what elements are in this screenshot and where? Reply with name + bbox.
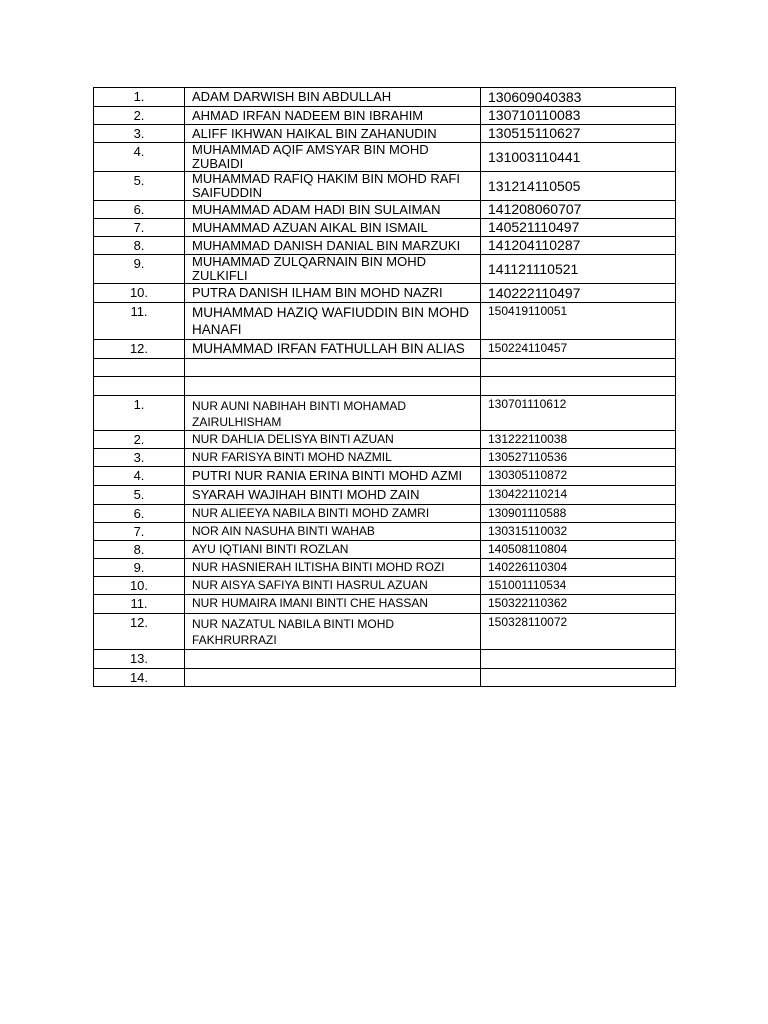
student-id: 131214110505: [481, 172, 676, 201]
student-id: 140222110497: [481, 284, 676, 303]
student-name: MUHAMMAD AZUAN AIKAL BIN ISMAIL: [185, 219, 481, 237]
table-row: [94, 595, 676, 614]
student-id: 130315110032: [481, 523, 676, 541]
row-number: 12.: [94, 339, 185, 358]
table-row: [94, 577, 676, 595]
table-row: [94, 107, 676, 125]
student-id: 140226110304: [481, 559, 676, 577]
student-name: AYU IQTIANI BINTI ROZLAN: [185, 541, 481, 559]
student-name: ADAM DARWISH BIN ABDULLAH: [185, 88, 481, 107]
student-id: [481, 649, 676, 668]
table-row: [94, 505, 676, 523]
row-number: 5.: [94, 486, 185, 505]
student-name: [185, 649, 481, 668]
table-row: [94, 649, 676, 668]
student-name: ALIFF IKHWAN HAIKAL BIN ZAHANUDIN: [185, 125, 481, 143]
row-number: 10.: [94, 577, 185, 595]
row-number: 4.: [94, 143, 185, 172]
table-row: [94, 303, 676, 340]
student-name: MUHAMMAD HAZIQ WAFIUDDIN BIN MOHD HANAFI: [185, 303, 481, 340]
student-name: NUR NAZATUL NABILA BINTI MOHD FAKHRURRAZI: [185, 614, 481, 649]
student-id: 150328110072: [481, 614, 676, 649]
student-name: NUR DAHLIA DELISYA BINTI AZUAN: [185, 431, 481, 449]
table-row: [94, 449, 676, 467]
student-name: [185, 668, 481, 686]
student-name: NUR HASNIERAH ILTISHA BINTI MOHD ROZI: [185, 559, 481, 577]
table-row: [94, 237, 676, 255]
blank-cell: [185, 376, 481, 395]
row-number: 14.: [94, 668, 185, 686]
student-id: 130701110612: [481, 395, 676, 430]
table-row: [94, 467, 676, 486]
table-row: [94, 541, 676, 559]
blank-cell: [94, 376, 185, 395]
row-number: 12.: [94, 614, 185, 649]
student-id: 140521110497: [481, 219, 676, 237]
student-id: 130527110536: [481, 449, 676, 467]
row-number: 6.: [94, 505, 185, 523]
table-row: [94, 614, 676, 649]
table-row: [94, 523, 676, 541]
student-id: 130422110214: [481, 486, 676, 505]
student-name: NOR AIN NASUHA BINTI WAHAB: [185, 523, 481, 541]
table-row: [94, 125, 676, 143]
student-name: NUR AISYA SAFIYA BINTI HASRUL AZUAN: [185, 577, 481, 595]
table-row: [94, 339, 676, 358]
student-id: 150224110457: [481, 339, 676, 358]
row-number: 11.: [94, 303, 185, 340]
table-row: [94, 255, 676, 284]
row-number: 8.: [94, 237, 185, 255]
student-list-table: [93, 87, 676, 687]
row-number: 3.: [94, 125, 185, 143]
student-name: NUR ALIEEYA NABILA BINTI MOHD ZAMRI: [185, 505, 481, 523]
student-id: 130901110588: [481, 505, 676, 523]
blank-row: [94, 376, 676, 395]
table-row: [94, 219, 676, 237]
student-name: PUTRA DANISH ILHAM BIN MOHD NAZRI: [185, 284, 481, 303]
row-number: 1.: [94, 88, 185, 107]
row-number: 10.: [94, 284, 185, 303]
student-name: MUHAMMAD DANISH DANIAL BIN MARZUKI: [185, 237, 481, 255]
row-number: 11.: [94, 595, 185, 614]
student-id: 151001110534: [481, 577, 676, 595]
table-row: [94, 395, 676, 430]
row-number: 7.: [94, 219, 185, 237]
student-id: 141208060707: [481, 201, 676, 219]
student-id: 130609040383: [481, 88, 676, 107]
student-id: 131222110038: [481, 431, 676, 449]
student-name: PUTRI NUR RANIA ERINA BINTI MOHD AZMI: [185, 467, 481, 486]
student-name: MUHAMMAD ZULQARNAIN BIN MOHD ZULKIFLI: [185, 255, 481, 284]
table-row: [94, 172, 676, 201]
student-name: AHMAD IRFAN NADEEM BIN IBRAHIM: [185, 107, 481, 125]
table-row: [94, 668, 676, 686]
row-number: 4.: [94, 467, 185, 486]
blank-cell: [185, 358, 481, 376]
student-name: MUHAMMAD RAFIQ HAKIM BIN MOHD RAFI SAIFUDDIN: [185, 172, 481, 201]
row-number: 2.: [94, 107, 185, 125]
table-row: [94, 284, 676, 303]
student-id: 130515110627: [481, 125, 676, 143]
row-number: 8.: [94, 541, 185, 559]
blank-row: [94, 358, 676, 376]
row-number: 9.: [94, 559, 185, 577]
student-id: 140508110804: [481, 541, 676, 559]
table-row: [94, 143, 676, 172]
row-number: 1.: [94, 395, 185, 430]
student-id: [481, 668, 676, 686]
student-id: 130305110872: [481, 467, 676, 486]
student-id: 130710110083: [481, 107, 676, 125]
blank-cell: [481, 376, 676, 395]
row-number: 5.: [94, 172, 185, 201]
row-number: 2.: [94, 431, 185, 449]
student-name: NUR AUNI NABIHAH BINTI MOHAMAD ZAIRULHISHAM: [185, 395, 481, 430]
student-id: 150322110362: [481, 595, 676, 614]
row-number: 7.: [94, 523, 185, 541]
student-name: NUR HUMAIRA IMANI BINTI CHE HASSAN: [185, 595, 481, 614]
table-row: [94, 431, 676, 449]
student-name: MUHAMMAD AQIF AMSYAR BIN MOHD ZUBAIDI: [185, 143, 481, 172]
table-row: [94, 486, 676, 505]
student-id: 141204110287: [481, 237, 676, 255]
student-name: SYARAH WAJIHAH BINTI MOHD ZAIN: [185, 486, 481, 505]
table-row: [94, 88, 676, 107]
student-id: 141121110521: [481, 255, 676, 284]
blank-cell: [481, 358, 676, 376]
row-number: 13.: [94, 649, 185, 668]
blank-cell: [94, 358, 185, 376]
table-row: [94, 201, 676, 219]
student-name: MUHAMMAD ADAM HADI BIN SULAIMAN: [185, 201, 481, 219]
student-name: NUR FARISYA BINTI MOHD NAZMIL: [185, 449, 481, 467]
student-id: 131003110441: [481, 143, 676, 172]
table-row: [94, 559, 676, 577]
student-id: 150419110051: [481, 303, 676, 340]
row-number: 9.: [94, 255, 185, 284]
student-name: MUHAMMAD IRFAN FATHULLAH BIN ALIAS: [185, 339, 481, 358]
row-number: 3.: [94, 449, 185, 467]
row-number: 6.: [94, 201, 185, 219]
